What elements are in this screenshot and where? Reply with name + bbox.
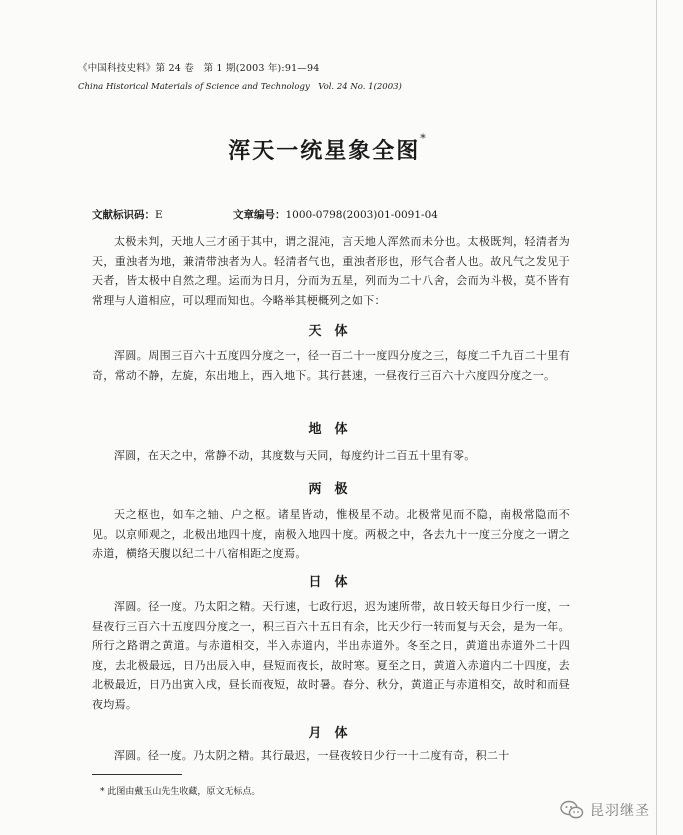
section-text-tianti: 浑圆。周围三百六十五度四分度之一，径一百二十一度四分度之三，每度二千九百二十里有奇，常动不静，左旋，东出地上，西入地下。其行甚速，一昼夜行三百六十六度四分度之一。: [92, 349, 570, 382]
intro-paragraph: 太极未判，天地人三才函于其中，谓之混沌，言天地人浑然而未分也。太极既判，轻清者为天，重浊者为地，兼清带浊者为人。轻清者气也，重浊者形也，形气合者人也。故凡气之发见于天者，皆太极中自然之理。运而为日月，分而为五星，列而为二十八舍，会而为斗极，莫不皆有常理与人道相应，可以理而知也。今略举其梗概列之如下：: [92, 235, 570, 307]
section-text-liangji: 天之枢也，如车之轴、户之枢。诸星皆动，惟极星不动。北极常见而不隐，南极常隐而不见。以京师观之，北极出地四十度，南极入地四十度。两极之中，各去九十一度三分度之一谓之赤道，横络天腹以纪二十八宿相距之度焉。: [92, 508, 570, 560]
footnote: * 此图由戴玉山先生收藏，原文无标点。: [100, 787, 261, 797]
section-heading-yueti: 月 体: [308, 726, 348, 741]
section-text-riti: 浑圆。径一度。乃太阳之精。天行速，七政行迟，迟为速所带，故日较天每日少行一度，一昼夜行三百六十五度四分度之一，积三百六十五日有余，比天少行一转而复与天会，是为一年。所行之路谓之黄道。与赤道相交，半入赤道内，半出赤道外。冬至之日，黄道出赤道外二十四度，去北极最远，日乃出辰入申，昼短而夜长，故时寒。夏至之日，黄道入赤道内二十四度，去北极最近，日乃出寅入戌，昼长而夜短，故时暑。春分、秋分，黄道正与赤道相交，故时和而昼夜均焉。: [92, 600, 570, 711]
section-heading-tianti: 天 体: [308, 324, 348, 339]
document-code: [92, 207, 163, 222]
section-text-yueti: 浑圆。径一度。乃太阴之精。其行最迟，一昼夜较日少行一十二度有奇，积二十: [114, 749, 510, 762]
page-edge-line: [656, 0, 657, 835]
title-footnote-mark: *: [420, 132, 428, 145]
article-title: [0, 134, 656, 165]
watermark: [560, 800, 650, 820]
section-heading-riti: 日 体: [308, 575, 348, 590]
section-heading-liangji: 两 极: [308, 482, 348, 497]
journal-header-cn: 《中国科技史料》第 24 卷 第 1 期(2003 年):91—94: [78, 63, 320, 74]
article-number-label: 文章编号：: [233, 209, 286, 221]
article-number-value: 1000-0798(2003)01-0091-04: [285, 209, 438, 221]
document-code-label: 文献标识码：: [92, 209, 155, 221]
wechat-icon: [560, 800, 584, 820]
footnote-rule: [92, 774, 182, 775]
document-code-value: E: [155, 209, 163, 221]
watermark-text: 昆羽继圣: [590, 803, 650, 819]
journal-header-en: China Historical Materials of Science and Technology Vol. 24 No. 1(2003): [78, 82, 402, 92]
article-title-text: 浑天一统星象全图: [228, 138, 421, 164]
section-heading-diti: 地 体: [308, 422, 348, 437]
article-number: [233, 207, 438, 222]
section-text-diti: 浑圆，在天之中，常静不动，其度数与天同，每度约计二百五十里有零。: [114, 449, 476, 462]
